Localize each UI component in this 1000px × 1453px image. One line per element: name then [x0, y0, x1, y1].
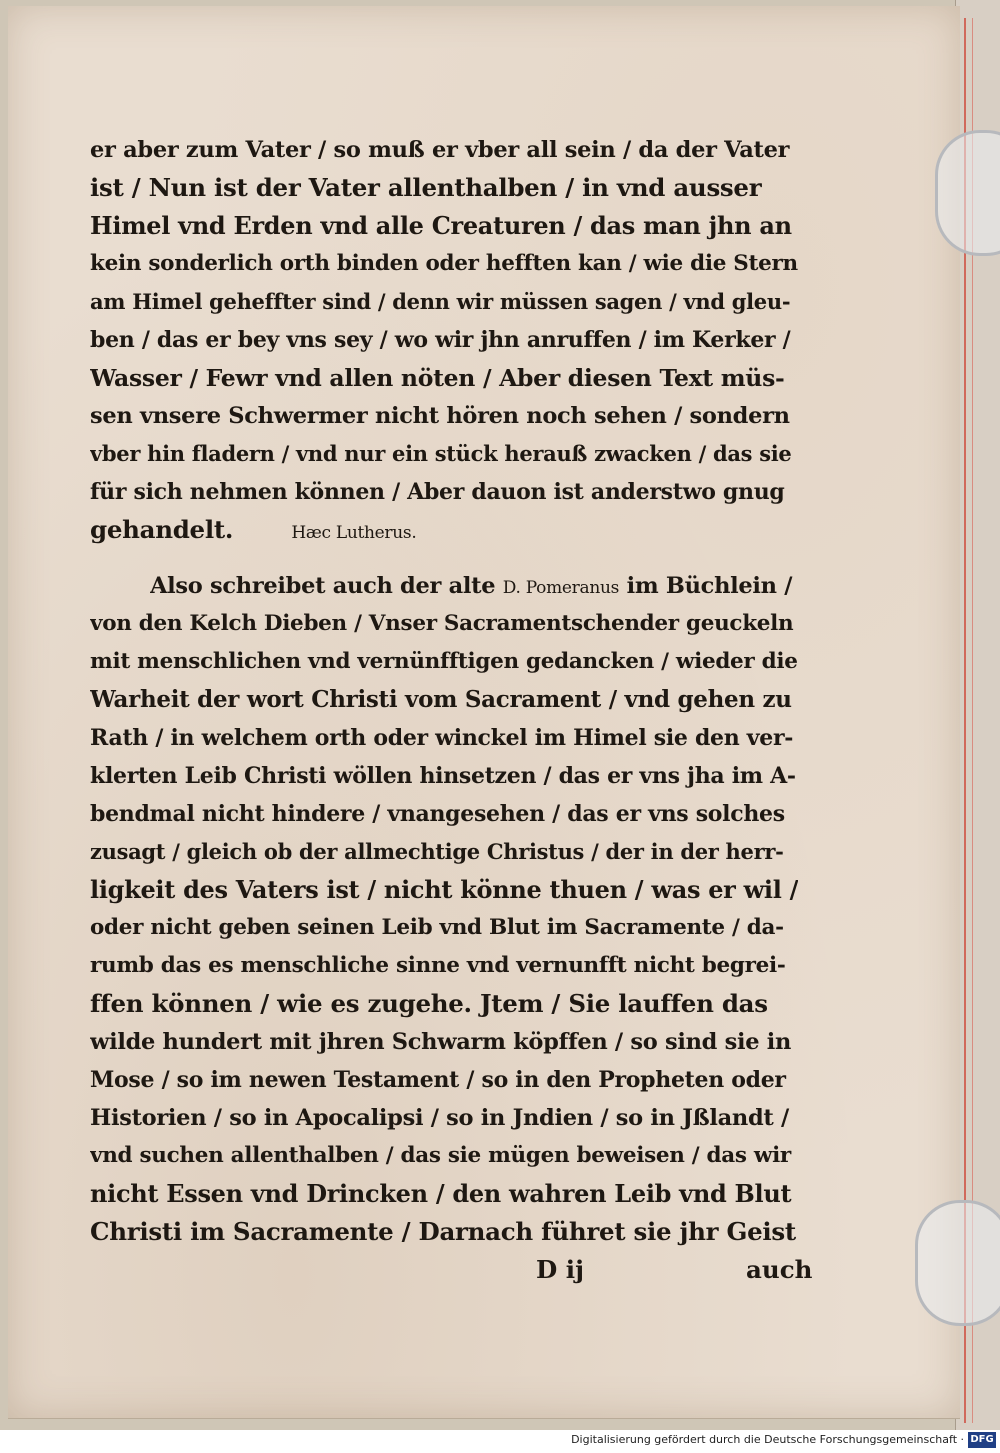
signature-mark: D ij [536, 1255, 584, 1284]
text-line-2: ist / Nun ist der Vater allenthalben / in vnd ausser [90, 173, 762, 202]
text-line-7: Wasser / Fewr vnd allen nöten / Aber diesen Text müs- [90, 364, 785, 392]
text-line-26: Historien / so in Apocalipsi / so in Jndien / so in Jßlandt / [90, 1105, 789, 1131]
text-line-12 [150, 566, 798, 606]
text-line-25: Mose / so im newen Testament / so in den Propheten oder [90, 1067, 786, 1093]
text-line-11-text: gehandelt. [90, 515, 234, 544]
dfg-logo: DFG [968, 1432, 996, 1448]
text-line-12-start: Also schreibet auch der alte [150, 573, 496, 599]
text-line-13: von den Kelch Dieben / Vnser Sacramentschender geuckeln [90, 611, 794, 636]
text-line-1: er aber zum Vater / so muß er vber all sein / da der Vater [90, 137, 790, 163]
footer-bar [0, 1430, 1000, 1453]
text-line-6: ben / das er bey vns sey / wo wir jhn anruffen / im Kerker / [90, 327, 791, 353]
text-line-15: Warheit der wort Christi vom Sacrament / vnd gehen zu [90, 686, 792, 713]
catchword: auch [746, 1255, 813, 1284]
text-line-8: sen vnsere Schwermer nicht hören noch sehen / sondern [90, 403, 790, 429]
signature-line [96, 1250, 813, 1290]
text-line-3: Himel vnd Erden vnd alle Creaturen / das man jhn an [90, 211, 792, 240]
text-line-11 [90, 510, 798, 550]
text-line-20: ligkeit des Vaters ist / nicht könne thuen / was er wil / [90, 875, 798, 904]
footer-credit: Digitalisierung gefördert durch die Deutsche Forschungsgemeinschaft · [571, 1433, 964, 1446]
text-line-28: nicht Essen vnd Drincken / den wahren Leib vnd Blut [90, 1179, 792, 1208]
text-line-22: rumb das es menschliche sinne vnd vernunfft nicht begrei- [90, 953, 786, 978]
text-line-21: oder nicht geben seinen Leib vnd Blut im Sacramente / da- [90, 915, 784, 940]
text-line-12-end: im Büchlein / [626, 573, 793, 599]
text-line-10: für sich nehmen können / Aber dauon ist anderstwo gnug [90, 479, 785, 505]
text-line-16: Rath / in welchem orth oder winckel im Himel sie den ver- [90, 725, 794, 751]
text-line-14: mit menschlichen vnd vernünfftigen gedancken / wieder die [90, 649, 798, 674]
text-line-9: vber hin fladern / vnd nur ein stück herauß zwacken / das sie [90, 441, 792, 466]
text-line-23: ffen können / wie es zugehe. Jtem / Sie lauffen das [90, 989, 768, 1018]
text-line-4: kein sonderlich orth binden oder hefften kan / wie die Stern [90, 251, 798, 276]
paper-clip-top [935, 130, 1000, 256]
text-line-5: am Himel geheffter sind / denn wir müssen sagen / vnd gleu- [90, 289, 791, 314]
text-line-27: vnd suchen allenthalben / das sie mügen beweisen / das wir [90, 1143, 791, 1168]
pomeranus-label: D. Pomeranus [502, 578, 620, 598]
haec-lutherus-label: Hæc Lutherus. [291, 523, 417, 543]
text-line-24: wilde hundert mit jhren Schwarm köpffen / so sind sie in [90, 1029, 792, 1055]
text-line-19: zusagt / gleich ob der allmechtige Christus / der in der herr- [90, 839, 784, 864]
text-line-18: bendmal nicht hindere / vnangesehen / das er vns solches [90, 801, 785, 827]
text-line-17: klerten Leib Christi wöllen hinsetzen / das er vns jha im A- [90, 763, 796, 789]
text-line-29: Christi im Sacramente / Darnach führet sie jhr Geist [90, 1217, 796, 1246]
paper-clip-bottom [915, 1200, 1000, 1326]
